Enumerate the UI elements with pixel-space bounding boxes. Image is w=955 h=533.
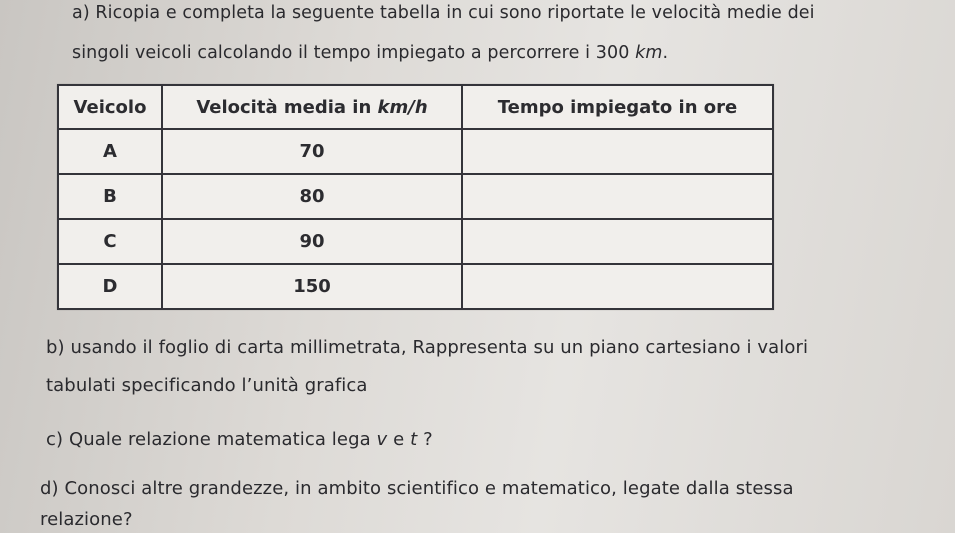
part-c-question [46, 429, 433, 451]
speed-time-table [57, 84, 774, 310]
time-cell [462, 264, 773, 309]
table-row [58, 264, 773, 309]
speed-cell: 70 [162, 129, 462, 174]
vehicle-cell: C [58, 219, 162, 264]
part-a-line2-prefix: singoli veicoli calcolando il tempo impiegato a percorrere i 300 [72, 43, 636, 63]
part-c-var-t: t [410, 429, 418, 450]
part-a-unit: km [635, 43, 663, 63]
time-cell [462, 219, 773, 264]
part-d-text-line2: relazione? [40, 509, 133, 530]
part-c-mid: e [387, 429, 411, 450]
part-c-suffix: ? [417, 429, 433, 450]
vehicle-cell: B [58, 174, 162, 219]
vehicle-cell: A [58, 129, 162, 174]
time-cell [462, 129, 773, 174]
table-row [58, 174, 773, 219]
header-speed-label: Velocità media in [196, 96, 378, 118]
part-b-text-line1: b) usando il foglio di carta millimetrata, Rappresenta su un piano cartesiano i valori [46, 337, 809, 358]
part-b-text-line2: tabulati specificando l’unità grafica [46, 375, 368, 396]
part-c-var-v: v [376, 429, 388, 450]
header-speed-unit: km/h [377, 96, 428, 118]
speed-cell: 80 [162, 174, 462, 219]
part-c-prefix: c) Quale relazione matematica lega [46, 429, 377, 450]
table-row [58, 129, 773, 174]
header-speed [162, 85, 462, 129]
vehicle-cell: D [58, 264, 162, 309]
header-time: Tempo impiegato in ore [462, 85, 773, 129]
speed-cell: 150 [162, 264, 462, 309]
part-a-text-line1: a) Ricopia e completa la seguente tabella in cui sono riportate le velocità medie dei [72, 3, 815, 23]
header-vehicle: Veicolo [58, 85, 162, 129]
part-a-line2-suffix: . [662, 43, 669, 63]
table-header-row [58, 85, 773, 129]
table-row [58, 219, 773, 264]
speed-cell: 90 [162, 219, 462, 264]
time-cell [462, 174, 773, 219]
part-d-text-line1: d) Conosci altre grandezze, in ambito scientifico e matematico, legate dalla stessa [40, 478, 794, 499]
part-a-text-line2 [72, 42, 668, 64]
